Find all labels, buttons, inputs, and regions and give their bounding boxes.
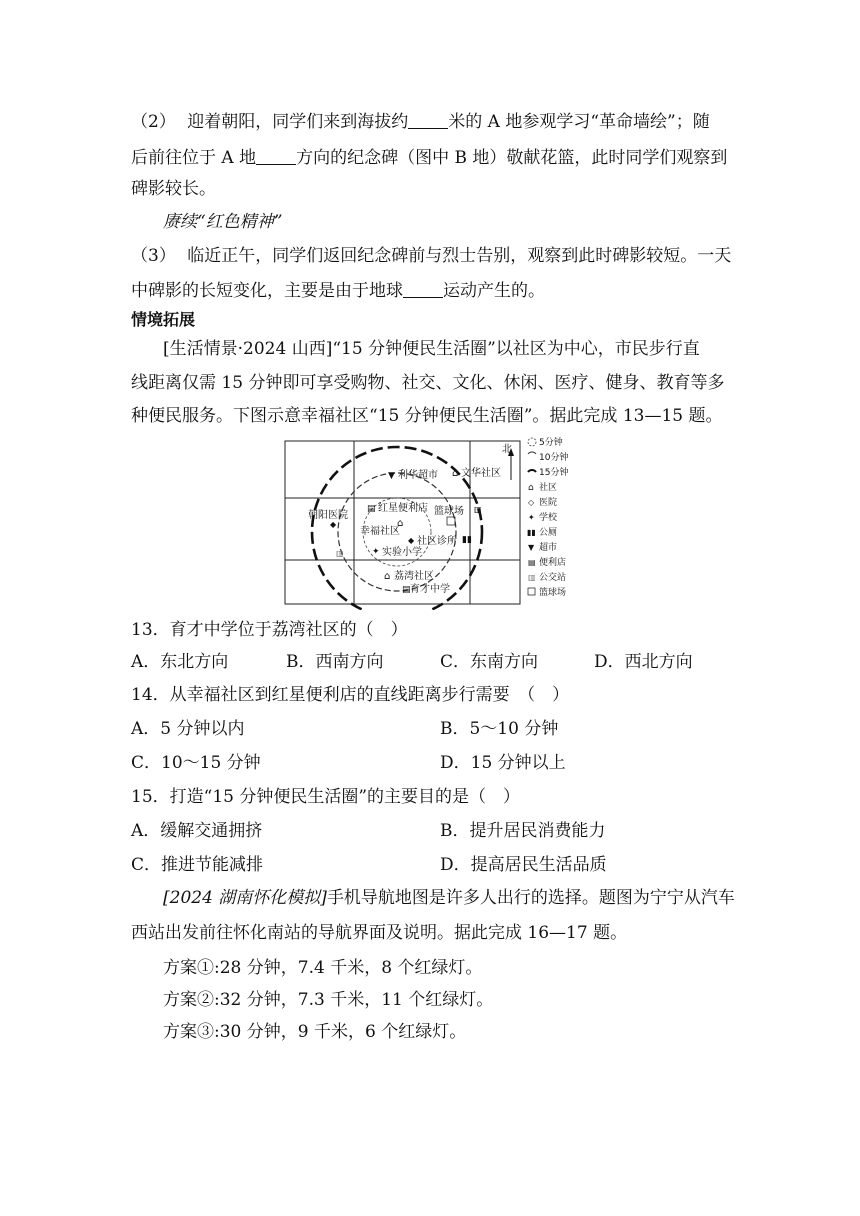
legend-hospital: 医院 <box>539 498 558 508</box>
symbol-hospital-icon: ◆ <box>330 520 337 529</box>
legend-15min: 15分钟 <box>539 468 569 478</box>
section-title: 情境拓展 <box>131 310 196 329</box>
symbol-store-icon: ▤ <box>367 504 376 514</box>
q2-text-1b: 米的 A 地参观学习“革命墙绘”；随 <box>448 112 710 132</box>
q15-option-a[interactable]: A．缓解交通拥挤 <box>131 821 263 841</box>
intro1-text-1: “15 分钟便民生活圈”以社区为中心，市民步行直 <box>332 339 700 359</box>
legend-community-icon: ⌂ <box>528 483 534 493</box>
legend-court-icon <box>528 588 535 595</box>
symbol-hospital-icon: ◆ <box>408 536 415 545</box>
symbol-school-icon: ✦ <box>372 547 380 557</box>
place-xingfu: 幸福社区 <box>360 526 400 537</box>
q2-number: （2） <box>131 112 176 132</box>
place-hongxing: 红星便利店 <box>378 503 428 514</box>
q2-line-2 <box>131 146 727 170</box>
legend-supermarket-icon: ▼ <box>528 543 535 552</box>
q13-option-b[interactable]: B．西南方向 <box>286 652 384 672</box>
intro1-line-2: 线距离仅需 15 分钟即可享受购物、社交、文化、休闲、医疗、健身、教育等多 <box>131 373 725 393</box>
q2-blank-direction[interactable] <box>256 148 296 165</box>
symbol-supermarket-icon: ▼ <box>388 471 395 481</box>
place-zhensuo: 社区诊所 <box>417 536 457 547</box>
intro2-line-2: 西站出发前往怀化南站的导航界面及说明。据此完成 16—17 题。 <box>131 923 628 943</box>
q2-blank-altitude[interactable] <box>408 112 448 129</box>
q15-option-c[interactable]: C．推进节能减排 <box>131 855 264 875</box>
legend-bus-icon: ▥ <box>528 573 536 582</box>
legend-court: 篮球场 <box>539 588 567 598</box>
q3-number: （3） <box>131 246 176 266</box>
subheading: 赓续“红色精神” <box>163 212 283 232</box>
symbol-community-icon: ⌂ <box>384 571 391 582</box>
living-circle-map <box>284 434 580 610</box>
plan-3: 方案③:30 分钟，9 千米，6 个红绿灯。 <box>163 1022 467 1042</box>
place-wenhua: 文华社区 <box>461 468 501 479</box>
legend-toilet-icon: ▮▮ <box>527 528 536 537</box>
intro1-tag: [生活情景·2024 山西] <box>163 339 333 359</box>
q2-line-1 <box>131 110 710 134</box>
symbol-store-icon: ▤ <box>402 585 411 595</box>
q3-text-2b: 运动产生的。 <box>443 281 545 301</box>
q13-option-d[interactable]: D．西北方向 <box>594 652 693 672</box>
q15-option-d[interactable]: D．提高居民生活品质 <box>440 855 607 875</box>
q2-text-2b: 方向的纪念碑（图中 B 地）敬献花篮，此时同学们观察到 <box>296 148 728 168</box>
q15-stem: 15．打造“15 分钟便民生活圈”的主要目的是（ ） <box>131 787 521 807</box>
symbol-community-icon: ⌂ <box>397 518 404 529</box>
q2-line-3: 碑影较长。 <box>131 179 216 199</box>
intro1-line-3: 种便民服务。下图示意幸福社区“15 分钟便民生活圈”。据此完成 13—15 题。 <box>131 406 723 426</box>
q14-option-b[interactable]: B．5～10 分钟 <box>440 719 559 739</box>
q13-stem: 13．育才中学位于荔湾社区的（ ） <box>131 620 408 640</box>
place-lihua: 利华超市 <box>398 470 438 481</box>
q14-stem: 14．从幸福社区到红星便利店的直线距离步行需要 （ ） <box>131 685 570 705</box>
plan-1: 方案①:28 分钟，7.4 千米，8 个红绿灯。 <box>163 958 483 978</box>
intro2-text-1: 手机导航地图是许多人出行的选择。题图为宁宁从汽车 <box>326 888 735 908</box>
q3-line-1 <box>131 244 731 268</box>
legend-hospital-icon: ◇ <box>528 498 535 507</box>
symbol-bus-icon: ▥ <box>474 505 482 514</box>
q14-option-d[interactable]: D．15 分钟以上 <box>440 753 566 773</box>
place-liwan: 荔湾社区 <box>394 571 434 582</box>
legend-10min: 10分钟 <box>539 453 569 463</box>
legend-school: 学校 <box>539 513 558 523</box>
legend-store: 便利店 <box>539 558 567 568</box>
q13-option-c[interactable]: C．东南方向 <box>440 652 539 672</box>
symbol-toilet-icon: ▮▮ <box>462 535 472 545</box>
q14-option-a[interactable]: A．5 分钟以内 <box>131 719 245 739</box>
legend-community: 社区 <box>539 483 558 493</box>
legend-school-icon: ✦ <box>528 513 535 522</box>
legend-5min: 5分钟 <box>539 438 563 448</box>
symbol-bus-icon: ▥ <box>336 549 344 558</box>
intro1-line-1 <box>163 337 700 361</box>
q3-text-2a: 中碑影的长短变化，主要是由于地球 <box>131 281 403 301</box>
q3-text-1: 临近正午，同学们返回纪念碑前与烈士告别，观察到此时碑影较短。一天 <box>187 246 732 266</box>
place-lanqiu: 篮球场 <box>434 506 464 517</box>
legend-toilet: 公厕 <box>539 528 558 538</box>
q2-text-1a: 迎着朝阳，同学们来到海拔约 <box>187 112 409 132</box>
q2-text-2a: 后前往位于 A 地 <box>131 148 257 168</box>
plan-2: 方案②:32 分钟，7.3 千米，11 个红绿灯。 <box>163 990 494 1010</box>
legend-supermarket: 超市 <box>539 543 558 553</box>
intro2-line-1 <box>163 886 735 910</box>
north-label: 北 <box>502 444 512 455</box>
q3-line-2 <box>131 279 545 303</box>
q3-blank-motion[interactable] <box>403 281 443 298</box>
map-legend <box>527 436 568 598</box>
legend-store-icon: ▤ <box>528 558 536 567</box>
q14-option-c[interactable]: C．10～15 分钟 <box>131 753 261 773</box>
q15-option-b[interactable]: B．提升居民消费能力 <box>440 821 606 841</box>
legend-bus: 公交站 <box>539 573 567 583</box>
place-chaoyang: 朝阳医院 <box>308 510 348 521</box>
place-yucai: 育才中学 <box>410 584 450 595</box>
place-shiyan: 实验小学 <box>382 547 422 558</box>
q13-option-a[interactable]: A．东北方向 <box>131 652 229 672</box>
symbol-community-icon: ⌂ <box>452 468 459 479</box>
intro2-tag: [2024 湖南怀化模拟] <box>163 888 327 908</box>
